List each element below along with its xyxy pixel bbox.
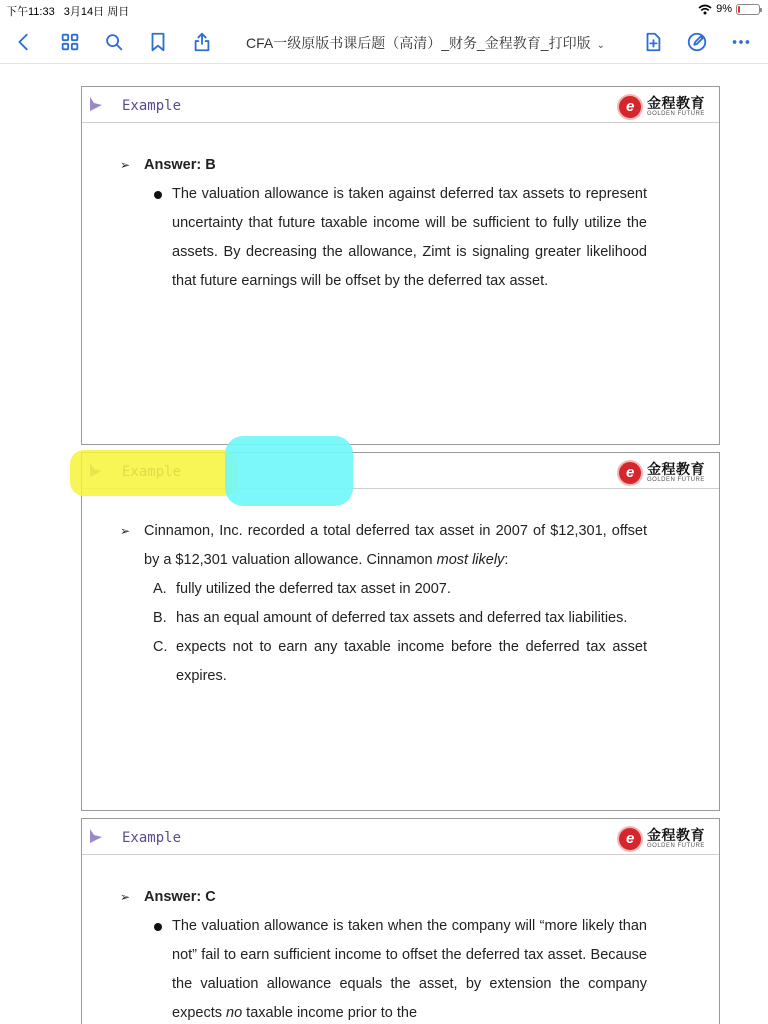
explanation-text: The valuation allowance is taken when the company will “more likely than not” fail to earn sufficient income to offset the deferred tax asset. Because the valuation allowance equals the asset, by extension the company expects (172, 918, 647, 1021)
explanation-suffix: taxable income prior to the (242, 1005, 418, 1021)
page-body (120, 883, 647, 1024)
add-page-button[interactable] (639, 28, 667, 56)
annotate-button[interactable] (683, 28, 711, 56)
explanation-paragraph (120, 180, 647, 296)
option-key: C. (153, 639, 168, 655)
status-time-date (6, 3, 129, 19)
thumbnails-button[interactable] (56, 28, 84, 56)
logo-english: GOLDEN FUTURE (647, 477, 705, 483)
option-text: expects not to earn any taxable income before the deferred tax asset expires. (176, 639, 647, 684)
answer-line (120, 883, 647, 912)
battery-icon (736, 4, 760, 15)
share-button[interactable] (188, 28, 216, 56)
status-date: 3月14日 周日 (63, 6, 130, 18)
logo-seal-icon (617, 94, 643, 120)
pdf-page-3 (81, 818, 720, 1024)
more-icon (730, 31, 752, 53)
grid-icon (59, 31, 81, 53)
bookmark-button[interactable] (144, 28, 172, 56)
example-marker-icon (88, 828, 104, 844)
golden-future-logo (617, 92, 709, 120)
bookmark-icon (147, 31, 169, 53)
logo-seal-icon (617, 826, 643, 852)
question-text: Cinnamon, Inc. recorded a total deferred tax asset in 2007 of $12,301, offset by a $12,301 valuation allowance. Cinnamon (144, 523, 647, 568)
logo-english: GOLDEN FUTURE (647, 111, 705, 117)
bullet-dot-icon (154, 923, 162, 931)
cyan-highlight-annotation[interactable] (225, 436, 353, 506)
question-suffix: : (504, 552, 509, 568)
battery-fill (738, 6, 740, 13)
slide-header (82, 819, 719, 855)
question-emphasis: most likely (436, 552, 505, 568)
answer-text: Answer: C (144, 889, 216, 905)
option-key: B. (153, 610, 167, 626)
reader-toolbar (0, 20, 768, 64)
pdf-page-2 (81, 452, 720, 811)
status-right (698, 3, 760, 15)
logo-chinese: 金程教育 (647, 461, 705, 477)
logo-chinese: 金程教育 (647, 827, 705, 843)
option-b (120, 604, 647, 633)
answer-line (120, 151, 647, 180)
arrow-bullet-icon: ➢ (120, 890, 131, 904)
golden-future-logo (617, 458, 709, 486)
arrow-bullet-icon: ➢ (120, 524, 131, 538)
golden-future-logo (617, 824, 709, 852)
question-paragraph (120, 517, 647, 575)
back-button[interactable] (10, 28, 38, 56)
logo-english: GOLDEN FUTURE (647, 843, 705, 849)
status-bar (0, 0, 768, 20)
option-key: A. (153, 581, 167, 597)
add-page-icon (642, 31, 664, 53)
example-marker-icon (88, 96, 104, 112)
page-body (120, 517, 647, 691)
document-title-menu[interactable] (246, 33, 605, 53)
status-time: 下午11:33 (6, 6, 55, 18)
logo-chinese: 金程教育 (647, 95, 705, 111)
document-title: CFA一级原版书课后题（高清）_财务_金程教育_打印版 (246, 35, 591, 51)
option-c (120, 633, 647, 691)
explanation-emphasis: no (226, 1005, 243, 1021)
yellow-highlight-annotation[interactable] (70, 450, 238, 496)
arrow-bullet-icon: ➢ (120, 158, 131, 172)
wifi-icon (698, 4, 712, 15)
search-button[interactable] (100, 28, 128, 56)
back-icon (13, 31, 35, 53)
example-heading: Example (122, 830, 182, 846)
share-icon (191, 31, 213, 53)
explanation-paragraph (120, 912, 647, 1024)
chevron-down-icon: ⌄ (596, 40, 605, 51)
answer-text: Answer: B (144, 157, 216, 173)
edit-icon (686, 31, 708, 53)
explanation-text: The valuation allowance is taken against deferred tax assets to represent uncertainty that future taxable income will be sufficient to fully utilize the assets. By decreasing the allowance, Zimt is signaling greater likelihood that future earnings will be offset by the deferred tax asset. (172, 186, 647, 289)
slide-header (82, 87, 719, 123)
option-text: has an equal amount of deferred tax assets and deferred tax liabilities. (176, 610, 628, 626)
bullet-dot-icon (154, 191, 162, 199)
option-a (120, 575, 647, 604)
battery-percent: 9% (716, 3, 732, 15)
search-icon (103, 31, 125, 53)
logo-seal-icon (617, 460, 643, 486)
more-button[interactable] (727, 28, 755, 56)
example-heading: Example (122, 98, 182, 114)
page-body (120, 151, 647, 296)
pdf-page-1 (81, 86, 720, 445)
option-text: fully utilized the deferred tax asset in 2007. (176, 581, 451, 597)
